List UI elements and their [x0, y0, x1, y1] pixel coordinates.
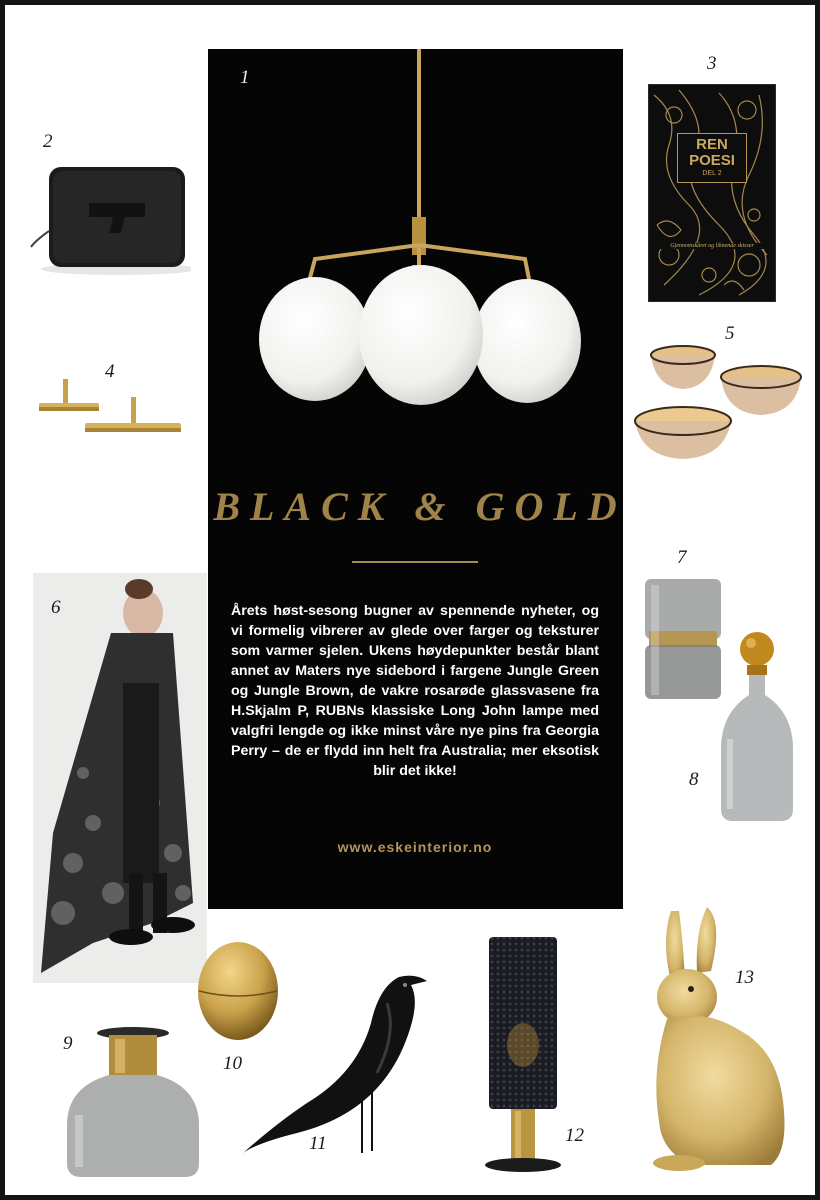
- item-number-13: 13: [735, 967, 754, 988]
- website-link[interactable]: www.eskeinterior.no: [337, 839, 493, 855]
- item-number-1: 1: [240, 67, 250, 88]
- model-photo: [33, 573, 207, 983]
- item-number-11: 11: [309, 1133, 327, 1154]
- smoked-vase-image: [641, 575, 725, 705]
- book-tagline: Gjennomskåret og liknende skisser: [653, 243, 771, 249]
- item-number-12: 12: [565, 1125, 584, 1146]
- gold-hare-image: [631, 901, 793, 1173]
- brass-neck-vase-image: [65, 1025, 201, 1181]
- book-title-line1: REN: [696, 136, 728, 153]
- book-subtitle: DEL 2: [702, 170, 722, 177]
- item-number-2: 2: [43, 131, 53, 152]
- item-number-3: 3: [707, 53, 717, 74]
- item-number-6: 6: [51, 597, 61, 618]
- book-pattern: [649, 85, 775, 301]
- item-number-4: 4: [105, 361, 115, 382]
- wallet-image: [29, 161, 191, 277]
- book-title-line2: POESI: [689, 152, 735, 169]
- book-cover: [648, 84, 776, 302]
- item-number-7: 7: [677, 547, 687, 568]
- item-number-10: 10: [223, 1053, 242, 1074]
- earrings-image: [35, 373, 185, 443]
- bird-figurine-image: [237, 963, 433, 1159]
- perforated-lamp-image: [483, 935, 565, 1175]
- item-number-9: 9: [63, 1033, 73, 1054]
- wooden-bowls-image: [629, 341, 805, 465]
- headline: BLACK & GOLD: [213, 484, 627, 529]
- model-figure: [33, 573, 207, 983]
- item-number-8: 8: [689, 769, 699, 790]
- decanter-image: [715, 629, 799, 825]
- book-title-box: [677, 133, 747, 183]
- gold-divider: [352, 561, 478, 563]
- item-number-5: 5: [725, 323, 735, 344]
- body-text: Årets høst-sesong bugner av spennende nyheter, og vi formelig vibrerer av glede over farger og teksturer som varmer sjelen. Ukens høydepunkter består blant annet av Maters nye sidebord i fargene Jungle Green og Jungle Brown, de vakre rosarøde glassvasene fra H.Skjalm P, RUBNs klassiske Long John lampe med valgfri lengde og ikke minst våre nye pins fra Georgia Perry – de er flydd inn helt fra Australia; mer eksotisk blir det ikke!: [231, 603, 599, 779]
- pendant-lamp-image: [235, 49, 585, 429]
